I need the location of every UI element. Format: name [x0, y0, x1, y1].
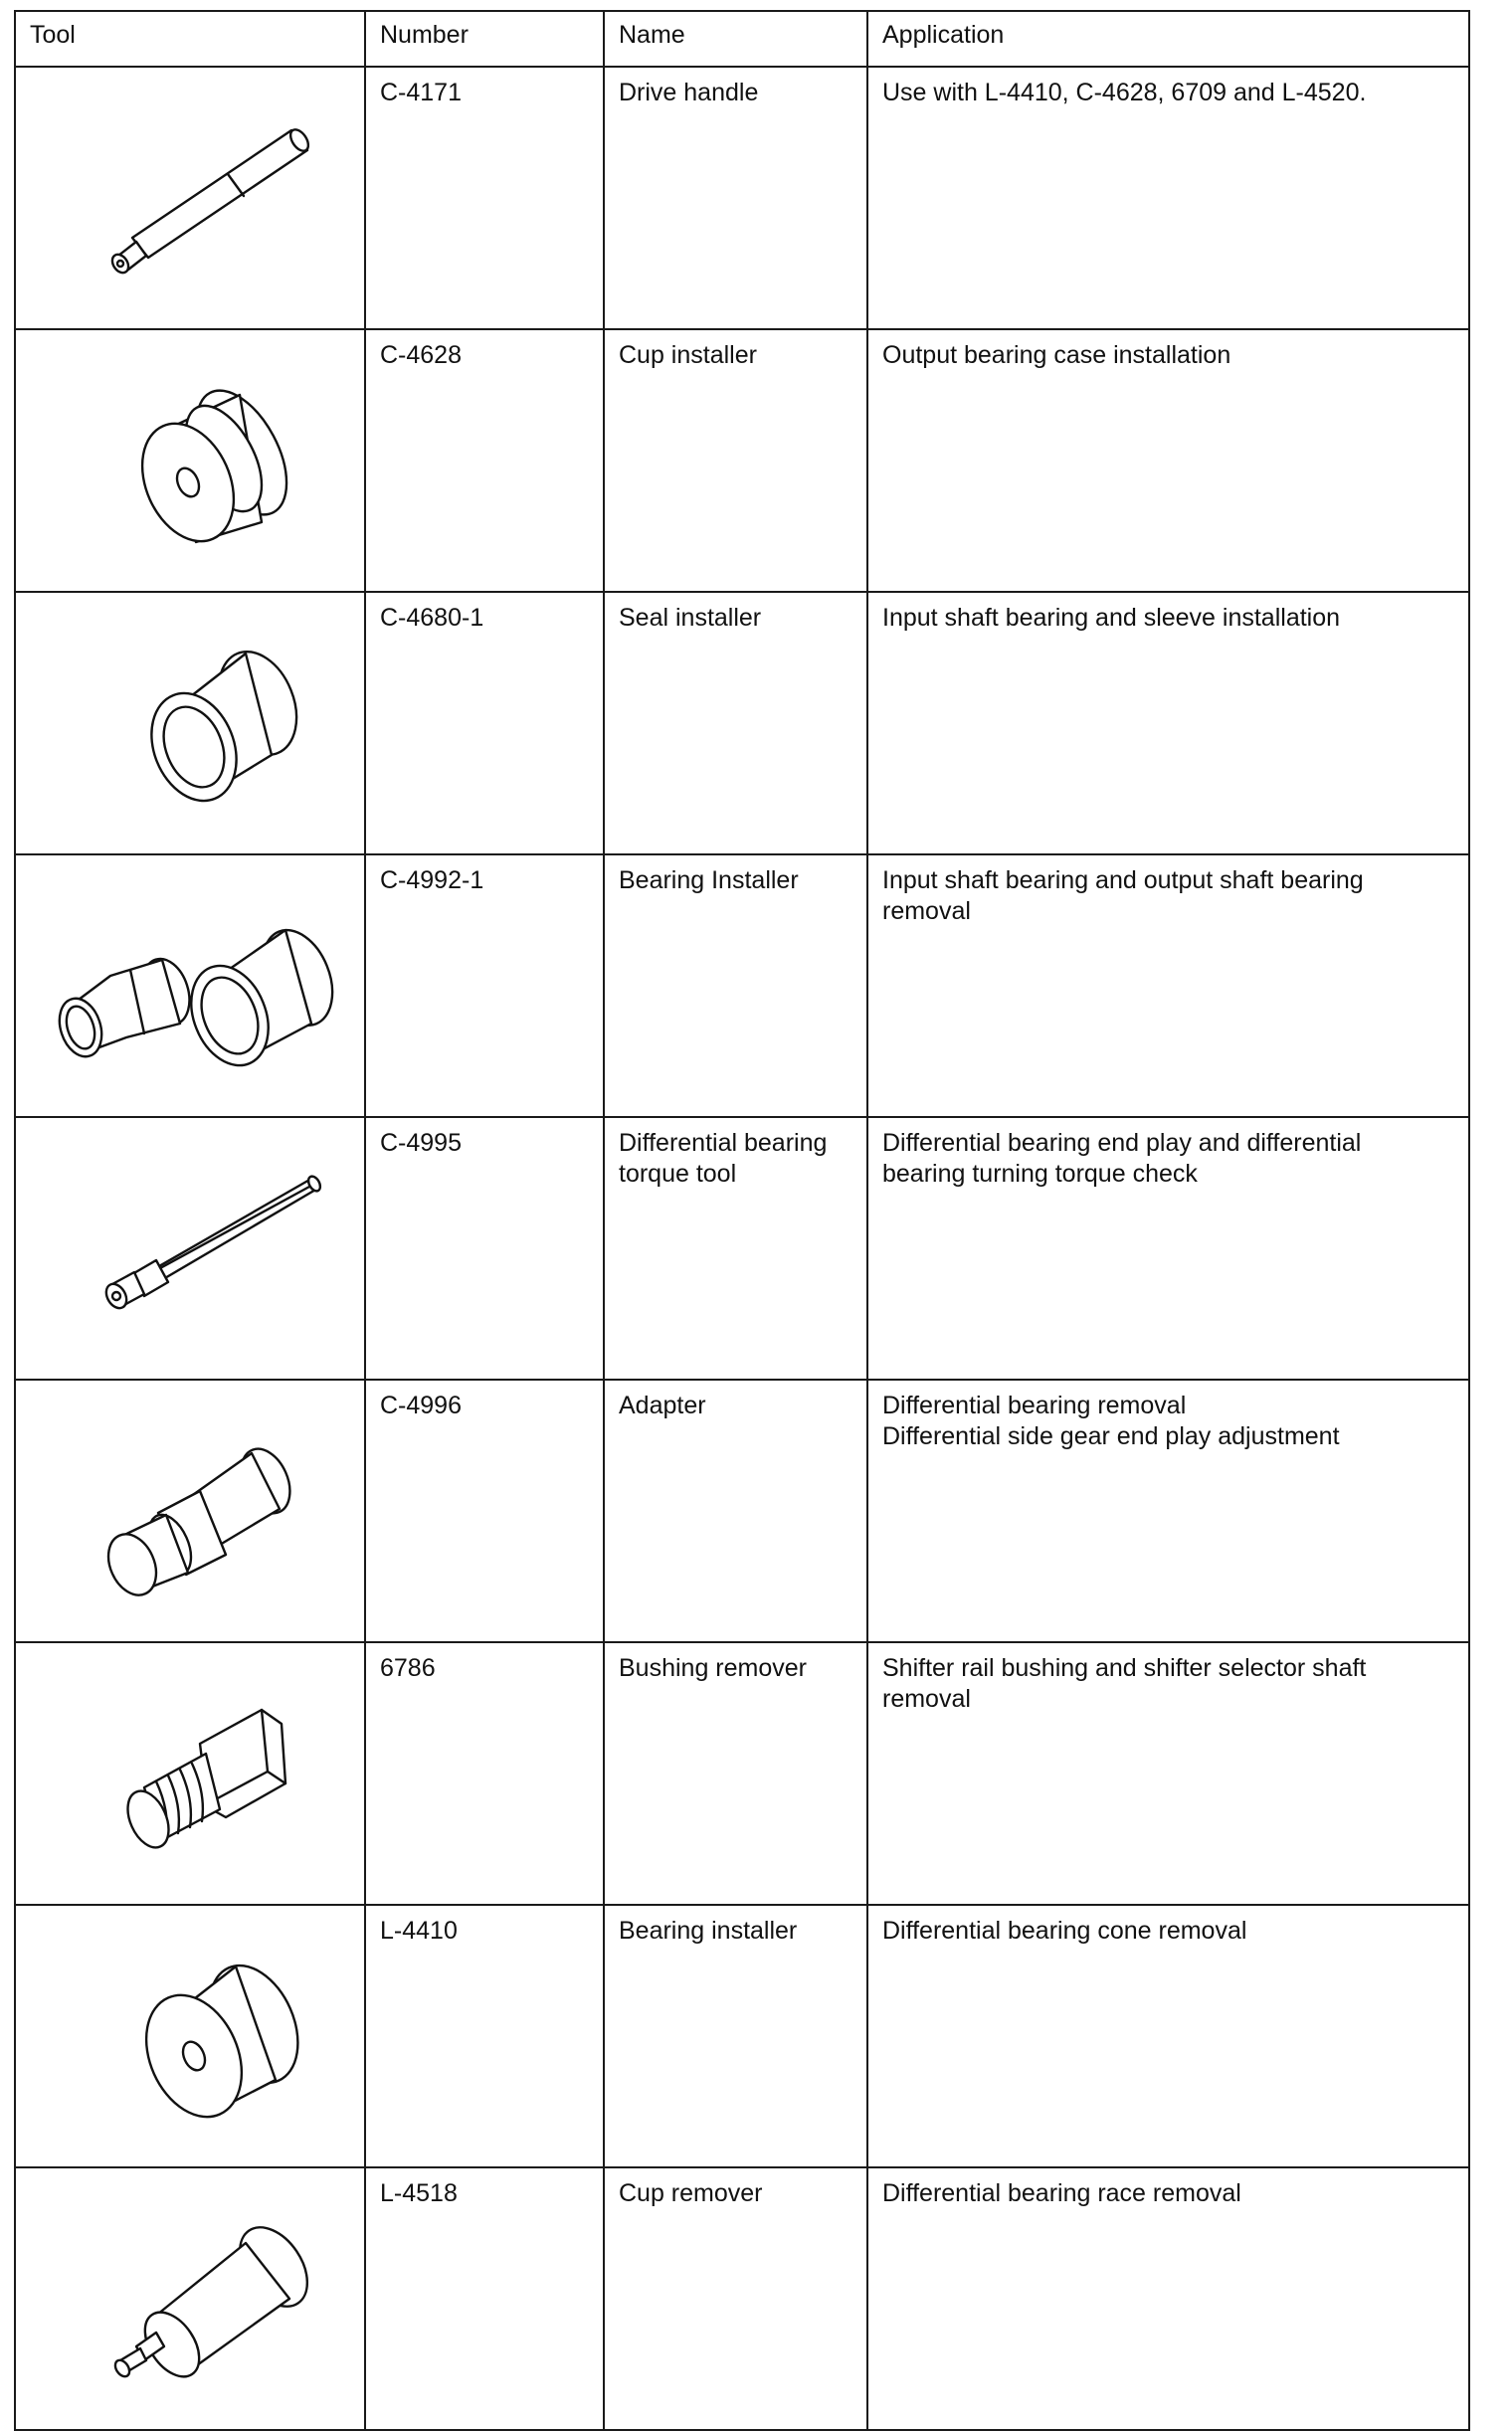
table-row: [15, 1642, 1469, 1905]
adapter-icon: [41, 1421, 339, 1610]
header-tool: Tool: [15, 11, 365, 67]
tool-application: Differential bearing removal Differential side gear end play adjustment: [867, 1380, 1469, 1642]
bushing-remover-icon: [41, 1684, 339, 1873]
tool-name: Cup installer: [604, 329, 867, 592]
cup-remover-icon: [41, 2209, 339, 2398]
tool-number: L-4410: [365, 1905, 604, 2167]
tool-application: Differential bearing end play and differential bearing turning torque check: [867, 1117, 1469, 1380]
tool-number: 6786: [365, 1642, 604, 1905]
torque-tool-icon: [41, 1159, 339, 1348]
bearing-installer-icon: [41, 1947, 339, 2136]
tool-application: Use with L-4410, C-4628, 6709 and L-4520.: [867, 67, 1469, 329]
special-tools-table: [14, 10, 1470, 2431]
table-row: [15, 592, 1469, 854]
cup-installer-icon: [41, 371, 339, 560]
tool-application: Input shaft bearing and sleeve installation: [867, 592, 1469, 854]
bearing-installer-pair-icon: [31, 896, 349, 1085]
tool-name: Bearing installer: [604, 1905, 867, 2167]
tool-name: Bushing remover: [604, 1642, 867, 1905]
tool-application: Input shaft bearing and output shaft bearing removal: [867, 854, 1469, 1117]
tool-name: Seal installer: [604, 592, 867, 854]
tool-application: Output bearing case installation: [867, 329, 1469, 592]
tool-number: C-4171: [365, 67, 604, 329]
table-row: [15, 2167, 1469, 2430]
tool-application: Differential bearing cone removal: [867, 1905, 1469, 2167]
table-row: [15, 1117, 1469, 1380]
tool-name: Differential bearing torque tool: [604, 1117, 867, 1380]
tool-number: C-4992-1: [365, 854, 604, 1117]
tool-number: C-4996: [365, 1380, 604, 1642]
table-row: [15, 854, 1469, 1117]
tool-name: Cup remover: [604, 2167, 867, 2430]
tool-name: Adapter: [604, 1380, 867, 1642]
tool-application: Differential bearing race removal: [867, 2167, 1469, 2430]
seal-installer-icon: [41, 634, 339, 823]
header-number: Number: [365, 11, 604, 67]
header-name: Name: [604, 11, 867, 67]
tool-name: Bearing Installer: [604, 854, 867, 1117]
table-row: [15, 1380, 1469, 1642]
tool-number: C-4680-1: [365, 592, 604, 854]
tool-number: C-4628: [365, 329, 604, 592]
header-application: Application: [867, 11, 1469, 67]
tool-name: Drive handle: [604, 67, 867, 329]
drive-handle-icon: [41, 108, 339, 297]
tool-number: C-4995: [365, 1117, 604, 1380]
table-row: [15, 329, 1469, 592]
table-row: [15, 1905, 1469, 2167]
table-row: [15, 67, 1469, 329]
tool-number: L-4518: [365, 2167, 604, 2430]
tool-application: Shifter rail bushing and shifter selector shaft removal: [867, 1642, 1469, 1905]
header-row: [15, 11, 1469, 67]
